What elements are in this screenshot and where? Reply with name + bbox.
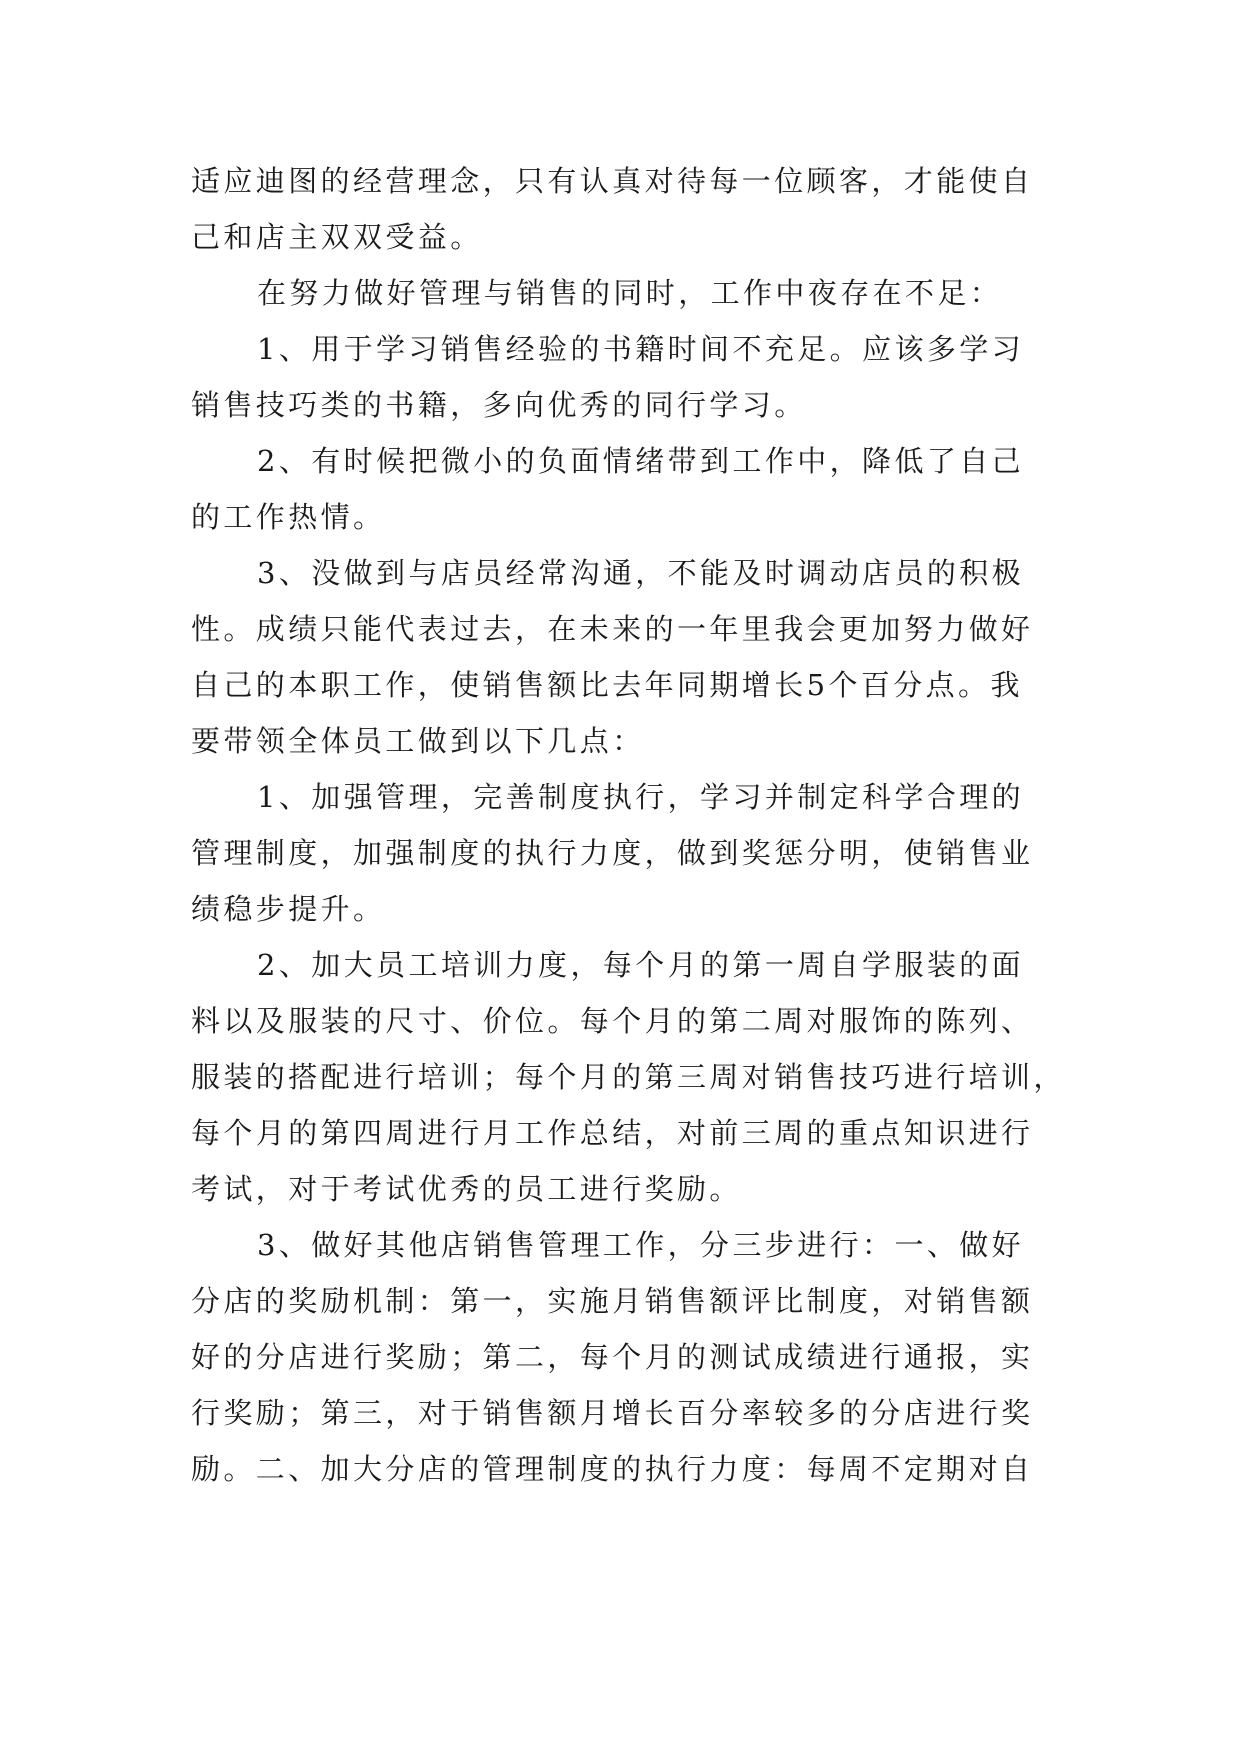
document-body: [191, 153, 1066, 1497]
text-line: 自己的本职工作，使销售额比去年同期增长5个百分点。我: [191, 668, 1023, 702]
text-line: 的工作热情。: [191, 500, 386, 534]
text-line: 料以及服装的尺寸、价位。每个月的第二周对服饰的陈列、: [191, 1004, 1034, 1038]
list-item-first-line: 3、没做到与店员经常沟通，不能及时调动店员的积极: [257, 556, 1025, 590]
text-line: 性。成绩只能代表过去，在未来的一年里我会更加努力做好: [191, 612, 1034, 646]
text-line: 分店的奖励机制：第一，实施月销售额评比制度，对销售额: [191, 1284, 1034, 1318]
text-line: 绩稳步提升。: [191, 892, 386, 926]
text-line: 服装的搭配进行培训；每个月的第三周对销售技巧进行培训，: [191, 1060, 1066, 1094]
text-line: 己和店主双双受益。: [191, 220, 483, 254]
list-item-first-line: 3、做好其他店销售管理工作，分三步进行：一、做好: [257, 1228, 1025, 1262]
text-line: 要带领全体员工做到以下几点：: [191, 724, 645, 758]
list-item-first-line: 1、用于学习销售经验的书籍时间不充足。应该多学习: [257, 332, 1025, 366]
text-line: 销售技巧类的书籍，多向优秀的同行学习。: [191, 388, 807, 422]
list-item-first-line: 2、加大员工培训力度，每个月的第一周自学服装的面: [257, 948, 1025, 982]
paragraph-first-line: 在努力做好管理与销售的同时，工作中夜存在不足：: [257, 276, 1003, 310]
text-line: 行奖励；第三，对于销售额月增长百分率较多的分店进行奖: [191, 1396, 1034, 1430]
text-line: 励。二、加大分店的管理制度的执行力度：每周不定期对自: [191, 1452, 1034, 1486]
text-line: 考试，对于考试优秀的员工进行奖励。: [191, 1172, 742, 1206]
list-item-first-line: 2、有时候把微小的负面情绪带到工作中，降低了自己: [257, 444, 1025, 478]
text-line: 适应迪图的经营理念，只有认真对待每一位顾客，才能使自: [191, 164, 1034, 198]
list-item-first-line: 1、加强管理，完善制度执行，学习并制定科学合理的: [257, 780, 1025, 814]
text-line: 每个月的第四周进行月工作总结，对前三周的重点知识进行: [191, 1116, 1034, 1150]
text-line: 管理制度，加强制度的执行力度，做到奖惩分明，使销售业: [191, 836, 1034, 870]
text-line: 好的分店进行奖励；第二，每个月的测试成绩进行通报，实: [191, 1340, 1034, 1374]
